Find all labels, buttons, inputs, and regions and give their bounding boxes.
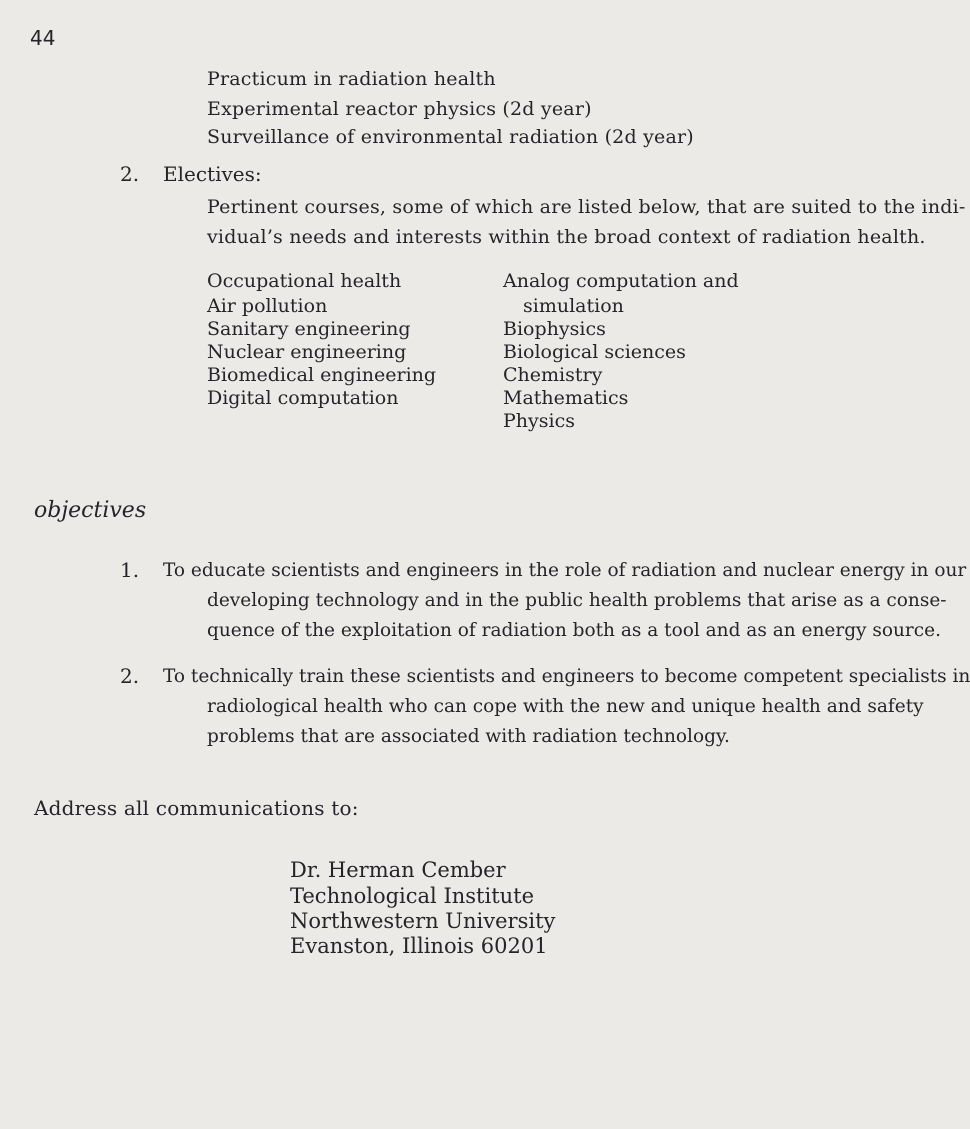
elective-item: Air pollution (207, 295, 328, 317)
elective-item: Biophysics (503, 318, 606, 340)
elective-item: Biological sciences (503, 341, 686, 363)
objective-number: 1. (120, 558, 140, 582)
address-line: Evanston, Illinois 60201 (290, 934, 548, 958)
elective-item: Analog computation and (503, 270, 739, 292)
electives-heading: Electives: (163, 162, 262, 186)
objectives-heading: objectives (34, 498, 147, 523)
electives-number: 2. (120, 162, 140, 186)
course-line: Surveillance of environmental radiation (2d year) (207, 126, 694, 148)
elective-item: Chemistry (503, 364, 603, 386)
address-intro: Address all communications to: (34, 796, 359, 820)
objective-line: radiological health who can cope with the new and unique health and safety (207, 696, 924, 717)
objective-number: 2. (120, 664, 140, 688)
electives-intro-line: vidual’s needs and interests within the broad context of radiation health. (207, 226, 926, 248)
objective-line: To technically train these scientists and engineers to become competent specialists in (163, 666, 970, 687)
address-line: Technological Institute (290, 884, 535, 908)
objective-line: problems that are associated with radiation technology. (207, 726, 730, 747)
objective-line: developing technology and in the public health problems that arise as a conse- (207, 590, 947, 611)
page-number: 44 (30, 26, 56, 50)
elective-item: Biomedical engineering (207, 364, 437, 386)
elective-item: Mathematics (503, 387, 629, 409)
elective-item: Sanitary engineering (207, 318, 411, 340)
elective-item: Nuclear engineering (207, 341, 407, 363)
elective-item: Physics (503, 410, 575, 432)
address-line: Dr. Herman Cember (290, 858, 506, 882)
objective-line: To educate scientists and engineers in the role of radiation and nuclear energy in our (163, 560, 967, 581)
course-line: Experimental reactor physics (2d year) (207, 98, 592, 120)
address-line: Northwestern University (290, 909, 556, 933)
objective-line: quence of the exploitation of radiation both as a tool and as an energy source. (207, 620, 941, 641)
elective-item: Occupational health (207, 270, 402, 292)
elective-item: Digital computation (207, 387, 399, 409)
electives-intro-line: Pertinent courses, some of which are listed below, that are suited to the indi- (207, 196, 966, 218)
course-line: Practicum in radiation health (207, 68, 496, 90)
elective-item: simulation (523, 295, 624, 317)
